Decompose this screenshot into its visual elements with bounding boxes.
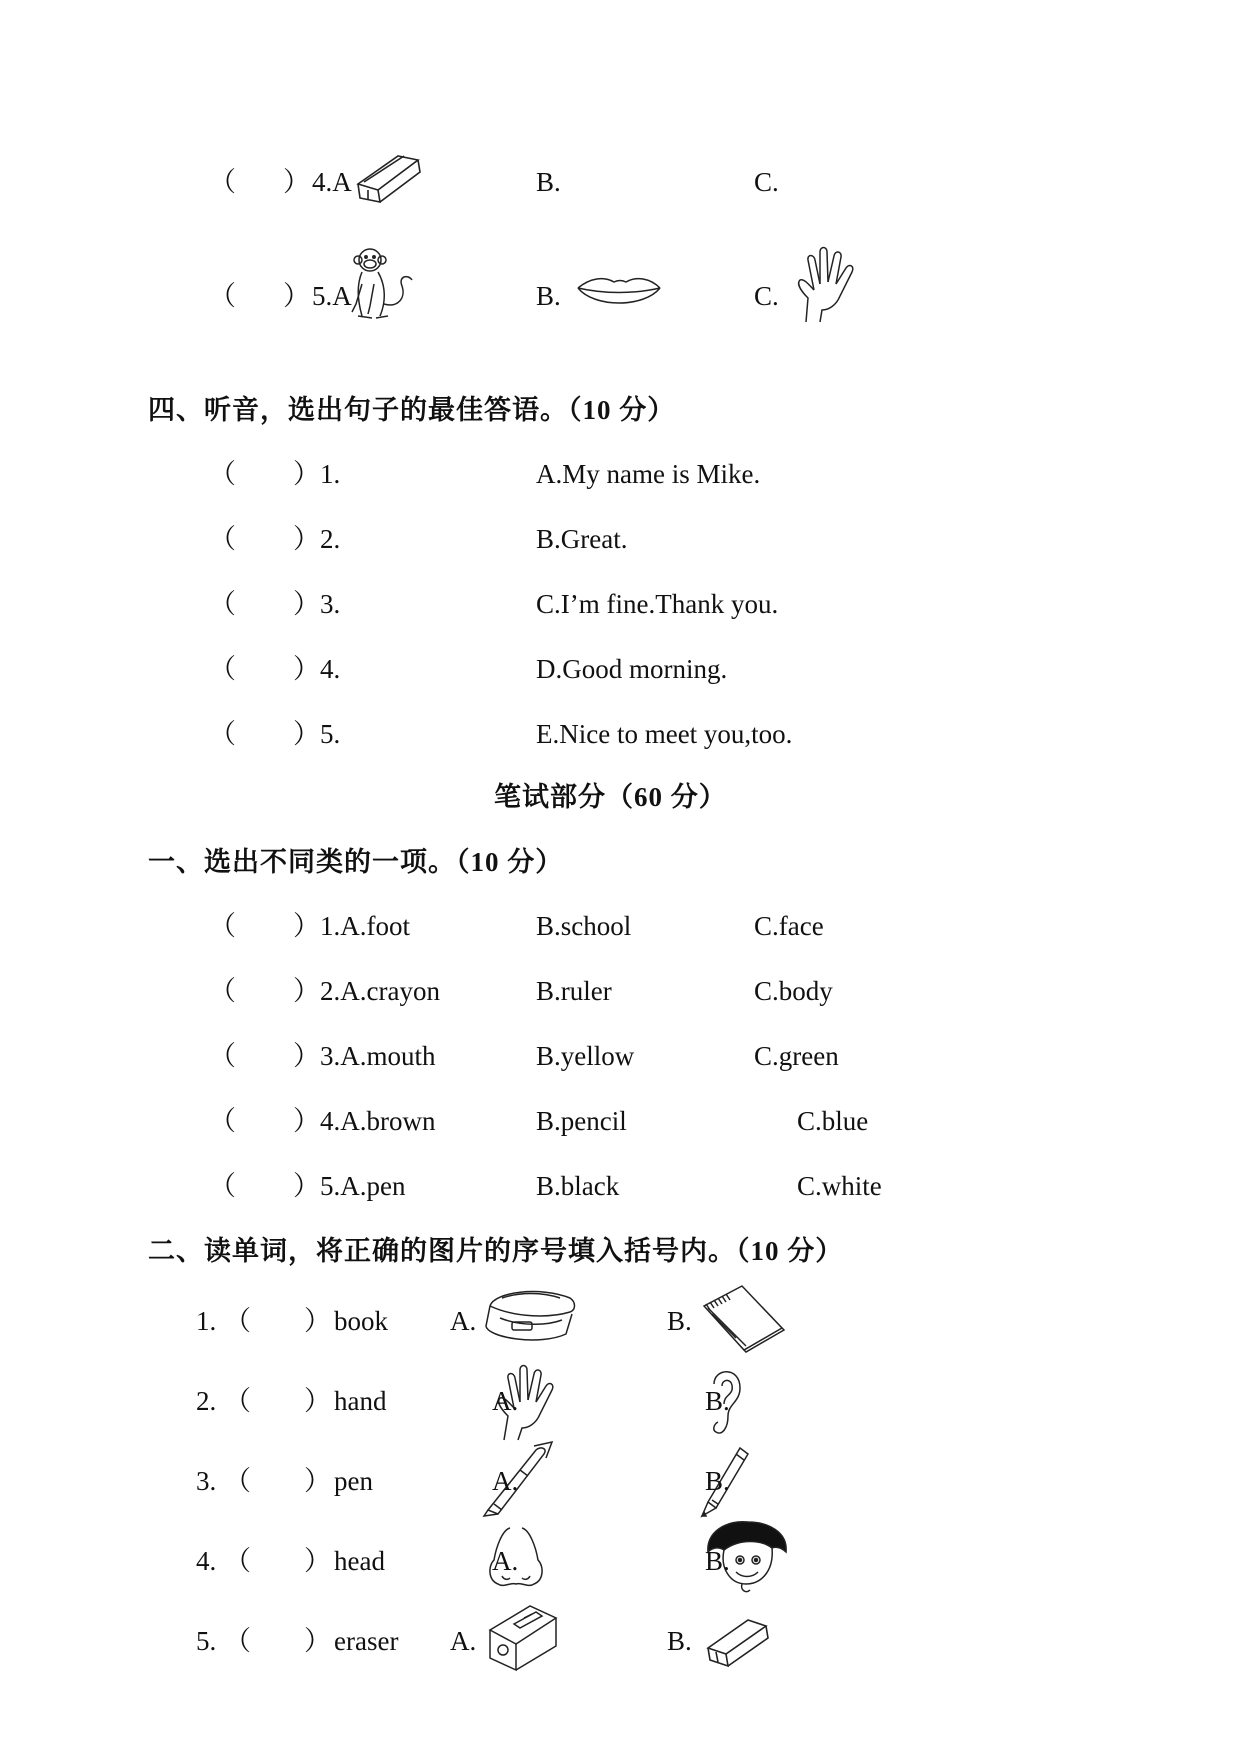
answer-paren-open[interactable]: （ <box>209 281 236 311</box>
pencil-case-icon[interactable] <box>480 1284 580 1348</box>
word: hand <box>334 1386 387 1416</box>
option-a-label: A. <box>450 1626 477 1656</box>
question-number: 5.A <box>312 281 352 311</box>
answer-paren-open[interactable]: （ <box>209 1171 236 1201</box>
answer-paren-close: ） <box>304 1466 331 1496</box>
answer-paren-close: ） <box>304 1386 331 1416</box>
answer-paren-close: ） <box>293 911 320 941</box>
option-a-label: A. <box>450 1306 477 1336</box>
answer-paren-open[interactable]: （ <box>224 1306 251 1336</box>
answer-paren-open[interactable]: （ <box>224 1626 251 1656</box>
option-c: C.white <box>797 1171 882 1201</box>
question-number: 5. <box>320 719 341 749</box>
word: head <box>334 1546 385 1576</box>
answer-paren-close: ） <box>293 719 320 749</box>
answer-paren-close: ） <box>293 1106 320 1136</box>
answer-option: E.Nice to meet you,too. <box>536 719 793 749</box>
answer-paren-open[interactable]: （ <box>209 459 236 489</box>
eraser-icon[interactable] <box>704 1614 770 1668</box>
answer-paren-close: ） <box>293 1041 320 1071</box>
hand-icon <box>792 246 856 324</box>
option-b: B.ruler <box>536 976 612 1006</box>
answer-paren-open[interactable]: （ <box>209 911 236 941</box>
option-a: 3.A.mouth <box>320 1041 436 1071</box>
word: eraser <box>334 1626 399 1656</box>
option-b-label: B. <box>667 1306 692 1336</box>
question-number: 3. <box>196 1466 217 1496</box>
answer-paren-close: ） <box>293 654 320 684</box>
written-part-title: 笔试部分（60 分） <box>494 782 727 812</box>
option-b-label: B. <box>536 281 561 311</box>
option-c: C.blue <box>797 1106 869 1136</box>
answer-paren-close: ） <box>283 281 310 311</box>
answer-paren-open[interactable]: （ <box>224 1386 251 1416</box>
answer-paren-open[interactable]: （ <box>209 654 236 684</box>
option-a: 1.A.foot <box>320 911 410 941</box>
option-c: C.green <box>754 1041 839 1071</box>
eraser-icon <box>354 150 422 204</box>
question-number: 4. <box>320 654 341 684</box>
answer-paren-close: ） <box>304 1306 331 1336</box>
question-number: 2. <box>320 524 341 554</box>
question-number: 4.A <box>312 167 352 197</box>
option-a: 2.A.crayon <box>320 976 440 1006</box>
answer-paren-close: ） <box>304 1546 331 1576</box>
option-a-label: A. <box>492 1386 519 1416</box>
option-c: C.face <box>754 911 824 941</box>
answer-paren-close: ） <box>293 524 320 554</box>
question-number: 1. <box>320 459 341 489</box>
answer-paren-open[interactable]: （ <box>209 524 236 554</box>
answer-option: B.Great. <box>536 524 628 554</box>
answer-paren-close: ） <box>293 1171 320 1201</box>
question-number: 3. <box>320 589 341 619</box>
option-b-label: B. <box>667 1626 692 1656</box>
option-a: 5.A.pen <box>320 1171 406 1201</box>
answer-option: C.I’m fine.Thank you. <box>536 589 779 619</box>
option-b: B.black <box>536 1171 620 1201</box>
option-b-label: B. <box>705 1466 730 1496</box>
option-a-label: A. <box>492 1546 519 1576</box>
option-b: B.pencil <box>536 1106 627 1136</box>
notebook-icon[interactable] <box>698 1284 786 1354</box>
answer-paren-open[interactable]: （ <box>224 1466 251 1496</box>
answer-paren-close: ） <box>293 976 320 1006</box>
answer-paren-close: ） <box>283 167 310 197</box>
option-b: B.yellow <box>536 1041 635 1071</box>
section-title: 一、选出不同类的一项。（10 分） <box>148 847 564 877</box>
monkey-icon <box>346 246 416 324</box>
answer-option: A.My name is Mike. <box>536 459 761 489</box>
option-b-label: B. <box>536 167 561 197</box>
answer-paren-close: ） <box>293 589 320 619</box>
option-c-label: C. <box>754 281 779 311</box>
question-number: 5. <box>196 1626 217 1656</box>
option-b-label: B. <box>705 1546 730 1576</box>
mouth-icon <box>574 272 664 312</box>
sharpener-icon[interactable] <box>484 1600 560 1672</box>
option-c: C.body <box>754 976 833 1006</box>
question-number: 2. <box>196 1386 217 1416</box>
answer-paren-open[interactable]: （ <box>224 1546 251 1576</box>
answer-paren-close: ） <box>304 1626 331 1656</box>
answer-paren-open[interactable]: （ <box>209 167 236 197</box>
word: book <box>334 1306 388 1336</box>
answer-option: D.Good morning. <box>536 654 728 684</box>
word: pen <box>334 1466 373 1496</box>
option-c-label: C. <box>754 167 779 197</box>
answer-paren-open[interactable]: （ <box>209 1041 236 1071</box>
answer-paren-open[interactable]: （ <box>209 719 236 749</box>
question-number: 4. <box>196 1546 217 1576</box>
option-b-label: B. <box>705 1386 730 1416</box>
option-a: 4.A.brown <box>320 1106 436 1136</box>
answer-paren-open[interactable]: （ <box>209 589 236 619</box>
option-b: B.school <box>536 911 632 941</box>
answer-paren-close: ） <box>293 459 320 489</box>
section-title: 四、听音，选出句子的最佳答语。（10 分） <box>148 395 676 425</box>
section-title: 二、读单词，将正确的图片的序号填入括号内。（10 分） <box>148 1236 844 1266</box>
option-a-label: A. <box>492 1466 519 1496</box>
answer-paren-open[interactable]: （ <box>209 976 236 1006</box>
question-number: 1. <box>196 1306 217 1336</box>
answer-paren-open[interactable]: （ <box>209 1106 236 1136</box>
